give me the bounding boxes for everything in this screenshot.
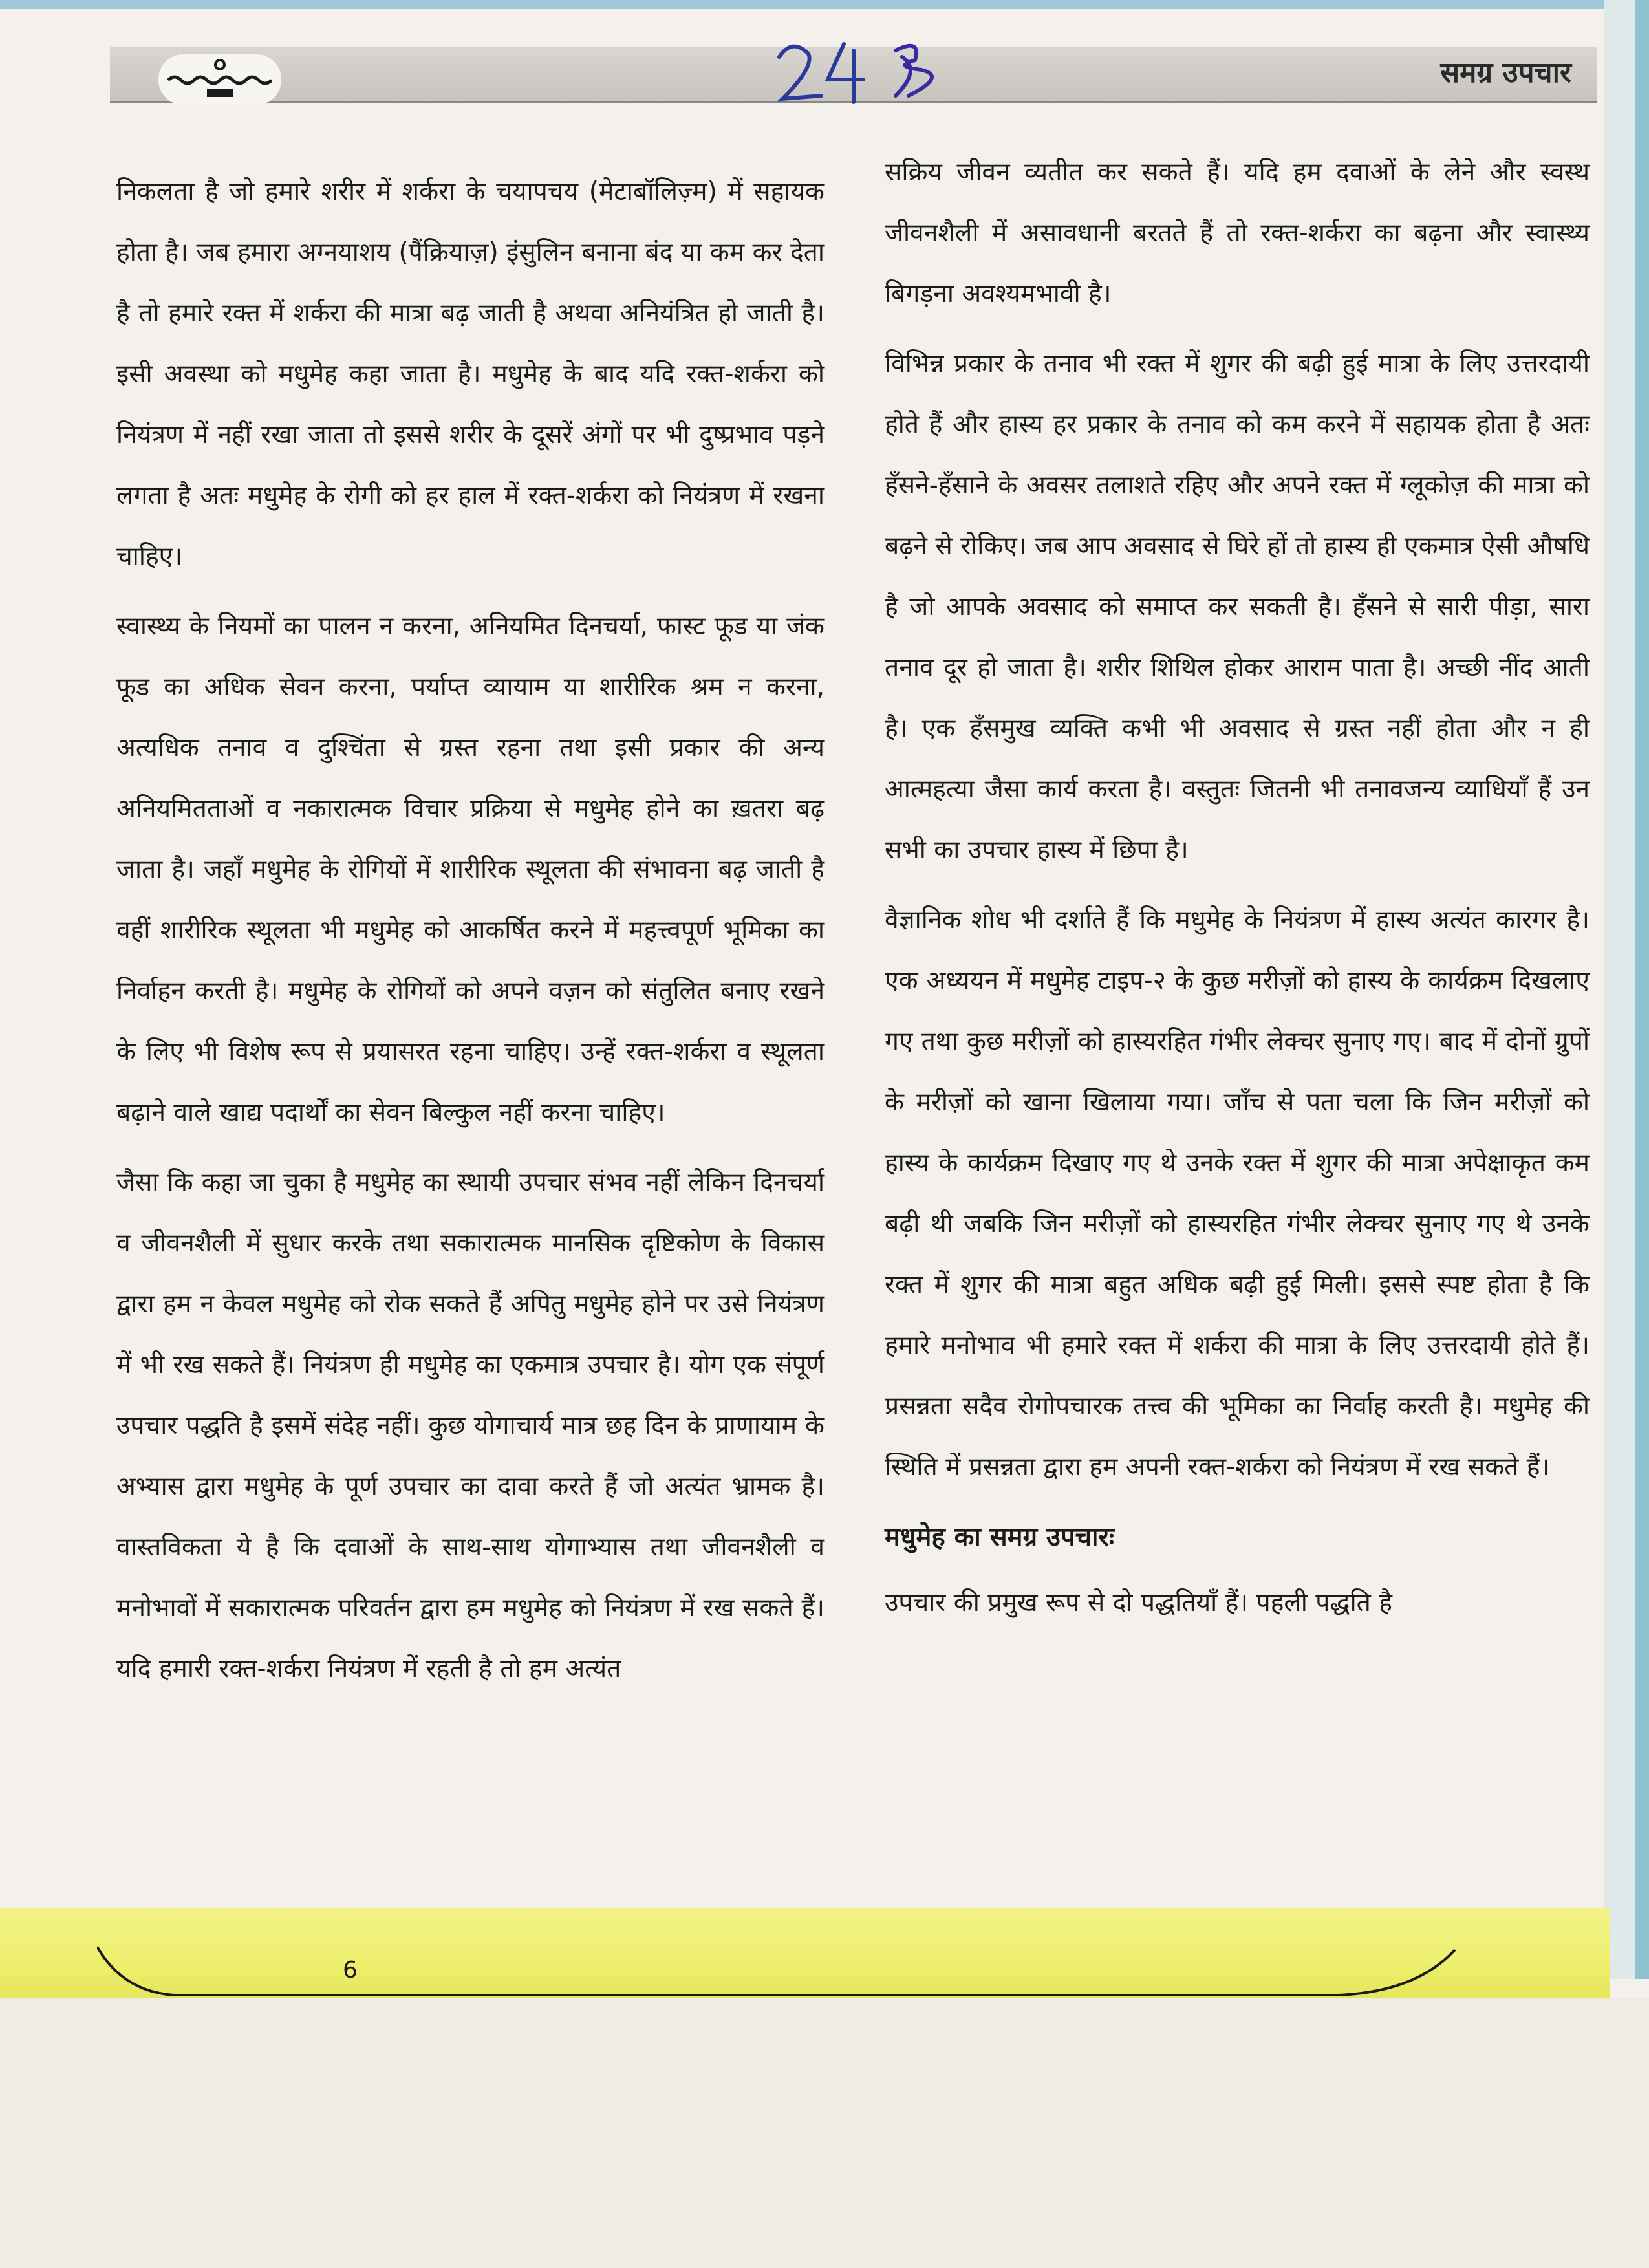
magazine-logo (158, 54, 281, 105)
paragraph: वैज्ञानिक शोध भी दर्शाते हैं कि मधुमेह के नियंत्रण में हास्य अत्यंत कारगर है। एक अध्ययन में मधुमेह टाइप-२ के कुछ मरीज़ों को हास्य के कार्यक्रम दिखलाए गए तथा कुछ मरीज़ों को हास्यरहित गंभीर लेक्चर सुनाए गए। बाद में दोनों ग्रुपों के मरीज़ों को खाना खिलाया गया। जाँच से पता चला कि जिन मरीज़ों को हास्य के कार्यक्रम दिखाए गए थे उनके रक्त में शुगर की मात्रा अपेक्षाकृत कम बढ़ी थी जबकि जिन मरीज़ों को हास्यरहित गंभीर लेक्चर सुनाए गए थे उनके रक्त में शुगर की मात्रा बहुत अधिक बढ़ी हुई मिली। इससे स्पष्ट होता है कि हमारे मनोभाव भी हमारे रक्त में शर्करा की मात्रा के लिए उत्तरदायी होते हैं। प्रसन्नता सदैव रोगोपचारक तत्त्व की भूमिका का निर्वाह करती है। मधुमेह की स्थिति में प्रसन्नता द्वारा हम अपनी रक्त-शर्करा को नियंत्रण में रख सकते हैं। (885, 905, 1590, 1482)
section-title: समग्र उपचार (1440, 56, 1571, 89)
right-column (885, 142, 1590, 1643)
left-column (116, 162, 824, 1709)
paragraph: उपचार की प्रमुख रूप से दो पद्धतियाँ हैं। पहली पद्धति है (885, 1588, 1393, 1617)
logo-emblem-icon (158, 54, 281, 105)
paragraph: जैसा कि कहा जा चुका है मधुमेह का स्थायी उपचार संभव नहीं लेकिन दिनचर्या व जीवनशैली में सुधार करके तथा सकारात्मक मानसिक दृष्टिकोण के विकास द्वारा हम न केवल मधुमेह को रोक सकते हैं अपितु मधुमेह होने पर उसे नियंत्रण में भी रख सकते हैं। नियंत्रण ही मधुमेह का एकमात्र उपचार है। योग एक संपूर्ण उपचार पद्धति है इसमें संदेह नहीं। कुछ योगाचार्य मात्र छह दिन के प्राणायाम के अभ्यास द्वारा मधुमेह के पूर्ण उपचार का दावा करते हैं जो अत्यंत भ्रामक है। वास्तविकता ये है कि दवाओं के साथ-साथ योगाभ्यास तथा जीवनशैली व मनोभावों में सकारात्मक परिवर्तन द्वारा हम मधुमेह को नियंत्रण में रख सकते हैं। यदि हमारी रक्त-शर्करा नियंत्रण में रहती है तो हम अत्यंत (116, 1168, 824, 1683)
bottom-scan-margin (0, 1998, 1649, 2268)
subheading: मधुमेह का समग्र उपचारः (885, 1522, 1114, 1552)
handwritten-page-mark (766, 31, 999, 109)
paragraph: स्वास्थ्य के नियमों का पालन न करना, अनियमित दिनचर्या, फास्ट फूड या जंक फूड का अधिक सेवन करना, पर्याप्त व्यायाम या शारीरिक श्रम न करना, अत्यधिक तनाव व दुश्चिंता से ग्रस्त रहना तथा इसी प्रकार की अन्य अनियमितताओं व नकारात्मक विचार प्रक्रिया से मधुमेह होने का ख़तरा बढ़ जाता है। जहाँ मधुमेह के रोगियों में शारीरिक स्थूलता की संभावना बढ़ जाती है वहीं शारीरिक स्थूलता भी मधुमेह को आकर्षित करने में महत्त्वपूर्ण भूमिका का निर्वाहन करती है। मधुमेह के रोगियों को अपने वज़न को संतुलित बनाए रखने के लिए भी विशेष रूप से प्रयासरत रहना चाहिए। उन्हें रक्त-शर्करा व स्थूलता बढ़ाने वाले खाद्य पदार्थों का सेवन बिल्कुल नहीं करना चाहिए। (116, 612, 824, 1127)
footer-decoration (97, 1940, 1468, 2011)
page-number: 6 (343, 1957, 358, 1983)
page-edge-top (0, 0, 1649, 9)
paragraph: निकलता है जो हमारे शरीर में शर्करा के चयापचय (मेटाबॉलिज़्म) में सहायक होता है। जब हमारा अग्नयाशय (पैंक्रियाज़) इंसुलिन बनाना बंद या कम कर देता है तो हमारे रक्त में शर्करा की मात्रा बढ़ जाती है अथवा अनियंत्रित हो जाती है। इसी अवस्था को मधुमेह कहा जाता है। मधुमेह के बाद यदि रक्त-शर्करा को नियंत्रण में नहीं रखा जाता तो इससे शरीर के दूसरें अंगों पर भी दुष्प्रभाव पड़ने लगता है अतः मधुमेह के रोगी को हर हाल में रक्त-शर्करा को नियंत्रण में रखना चाहिए। (116, 177, 824, 571)
page-edge-right-strip (1635, 0, 1649, 1979)
paragraph: सक्रिय जीवन व्यतीत कर सकते हैं। यदि हम दवाओं के लेने और स्वस्थ जीवनशैली में असावधानी बरतते हैं तो रक्त-शर्करा का बढ़ना और स्वास्थ्य बिगड़ना अवश्यमभावी है। (885, 158, 1590, 308)
paragraph: विभिन्न प्रकार के तनाव भी रक्त में शुगर की बढ़ी हुई मात्रा के लिए उत्तरदायी होते हैं और हास्य हर प्रकार के तनाव को कम करने में सहायक होता है अतः हँसने-हँसाने के अवसर तलाशते रहिए और अपने रक्त में ग्लूकोज़ की मात्रा को बढ़ने से रोकिए। जब आप अवसाद से घिरे हों तो हास्य ही एकमात्र ऐसी औषधि है जो आपके अवसाद को समाप्त कर सकती है। हँसने से सारी पीड़ा, सारा तनाव दूर हो जाता है। शरीर शिथिल होकर आराम पाता है। अच्छी नींद आती है। एक हँसमुख व्यक्ति कभी भी अवसाद से ग्रस्त नहीं होता और न ही आत्महत्या जैसा कार्य करता है। वस्तुतः जितनी भी तनावजन्य व्याधियाँ हैं उन सभी का उपचार हास्य में छिपा है। (885, 349, 1590, 865)
